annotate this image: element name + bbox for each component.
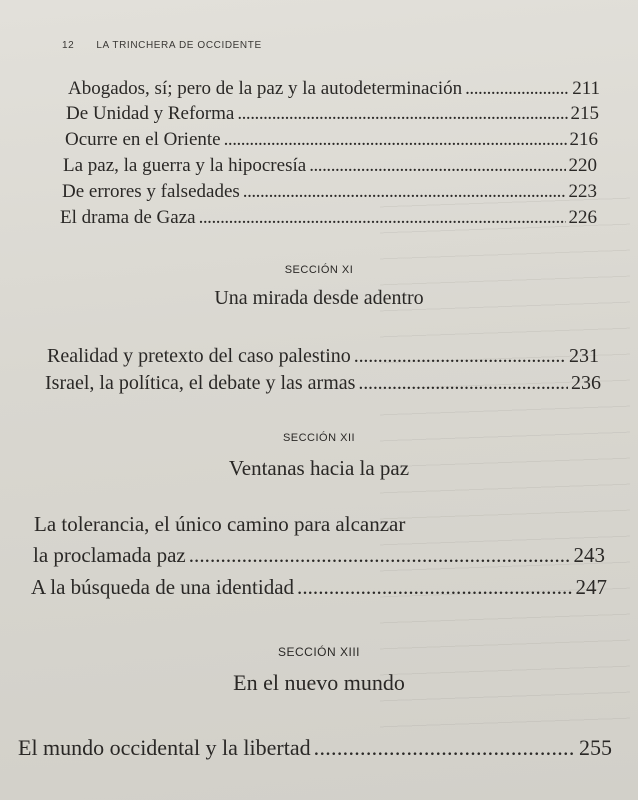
toc-entry [60,207,597,229]
dot-leader [314,735,576,761]
toc-entry-title: El drama de Gaza [60,207,196,228]
dot-leader [465,78,569,100]
toc-entry-title: De errores y falsedades [62,181,240,202]
dot-leader [243,181,566,203]
page-number: 12 [62,40,75,51]
toc-entry-title: De Unidad y Reforma [66,103,235,124]
section-label: SECCIÓN XII [282,432,356,444]
dot-leader [199,207,566,229]
toc-entry-title: La paz, la guerra y la hipocresía [63,155,307,176]
toc-entry-page: 236 [571,372,601,394]
toc-entry-page: 226 [568,207,597,228]
dot-leader [309,155,565,177]
toc-entry-title: Abogados, sí; pero de la paz y la autodeterminación [68,78,463,99]
dot-leader [358,372,568,395]
section-title: Ventanas hacia la paz [228,456,410,480]
toc-entry-page: 211 [572,78,600,99]
toc-entry-page: 243 [573,543,605,567]
toc-entry-title: La tolerancia, el único camino para alcanzar [34,512,406,536]
toc-entry [62,181,597,203]
toc-entry [31,575,607,600]
toc-entry-page: 255 [579,735,612,760]
toc-entry-title: Ocurre en el Oriente [65,129,221,150]
dot-leader [297,575,572,600]
dot-leader [354,345,566,368]
section-label: SECCIÓN XIII [277,645,360,659]
toc-entry [47,345,599,368]
dot-leader [237,103,567,125]
section-title: En el nuevo mundo [233,670,405,695]
toc-entry [65,129,598,151]
toc-entry-page: 223 [568,181,597,202]
toc-entry [63,155,597,177]
toc-entry [45,372,601,395]
section-label: SECCIÓN XI [284,264,354,276]
section-title: Una mirada desde adentro [214,287,424,309]
toc-entry [18,735,612,761]
toc-entry-page: 216 [569,129,598,150]
toc-entry-title-continued: la proclamada paz [33,543,186,567]
toc-entry [68,78,600,100]
dot-leader [224,129,567,151]
toc-entry [33,543,605,568]
toc-entry-page: 231 [569,345,599,367]
toc-entry-page: 215 [570,103,599,124]
toc-entry-title: Israel, la política, el debate y las armas [45,372,356,394]
running-header [62,40,262,51]
toc-entry-page: 247 [575,575,607,599]
toc-entry-title: Realidad y pretexto del caso palestino [47,345,351,367]
dot-leader [189,543,571,568]
toc-entry-page: 220 [568,155,597,176]
toc-entry [66,103,599,125]
book-title: LA TRINCHERA DE OCCIDENTE [96,40,262,51]
toc-entry-title: El mundo occidental y la libertad [18,735,311,760]
toc-entry-title: A la búsqueda de una identidad [31,575,295,599]
